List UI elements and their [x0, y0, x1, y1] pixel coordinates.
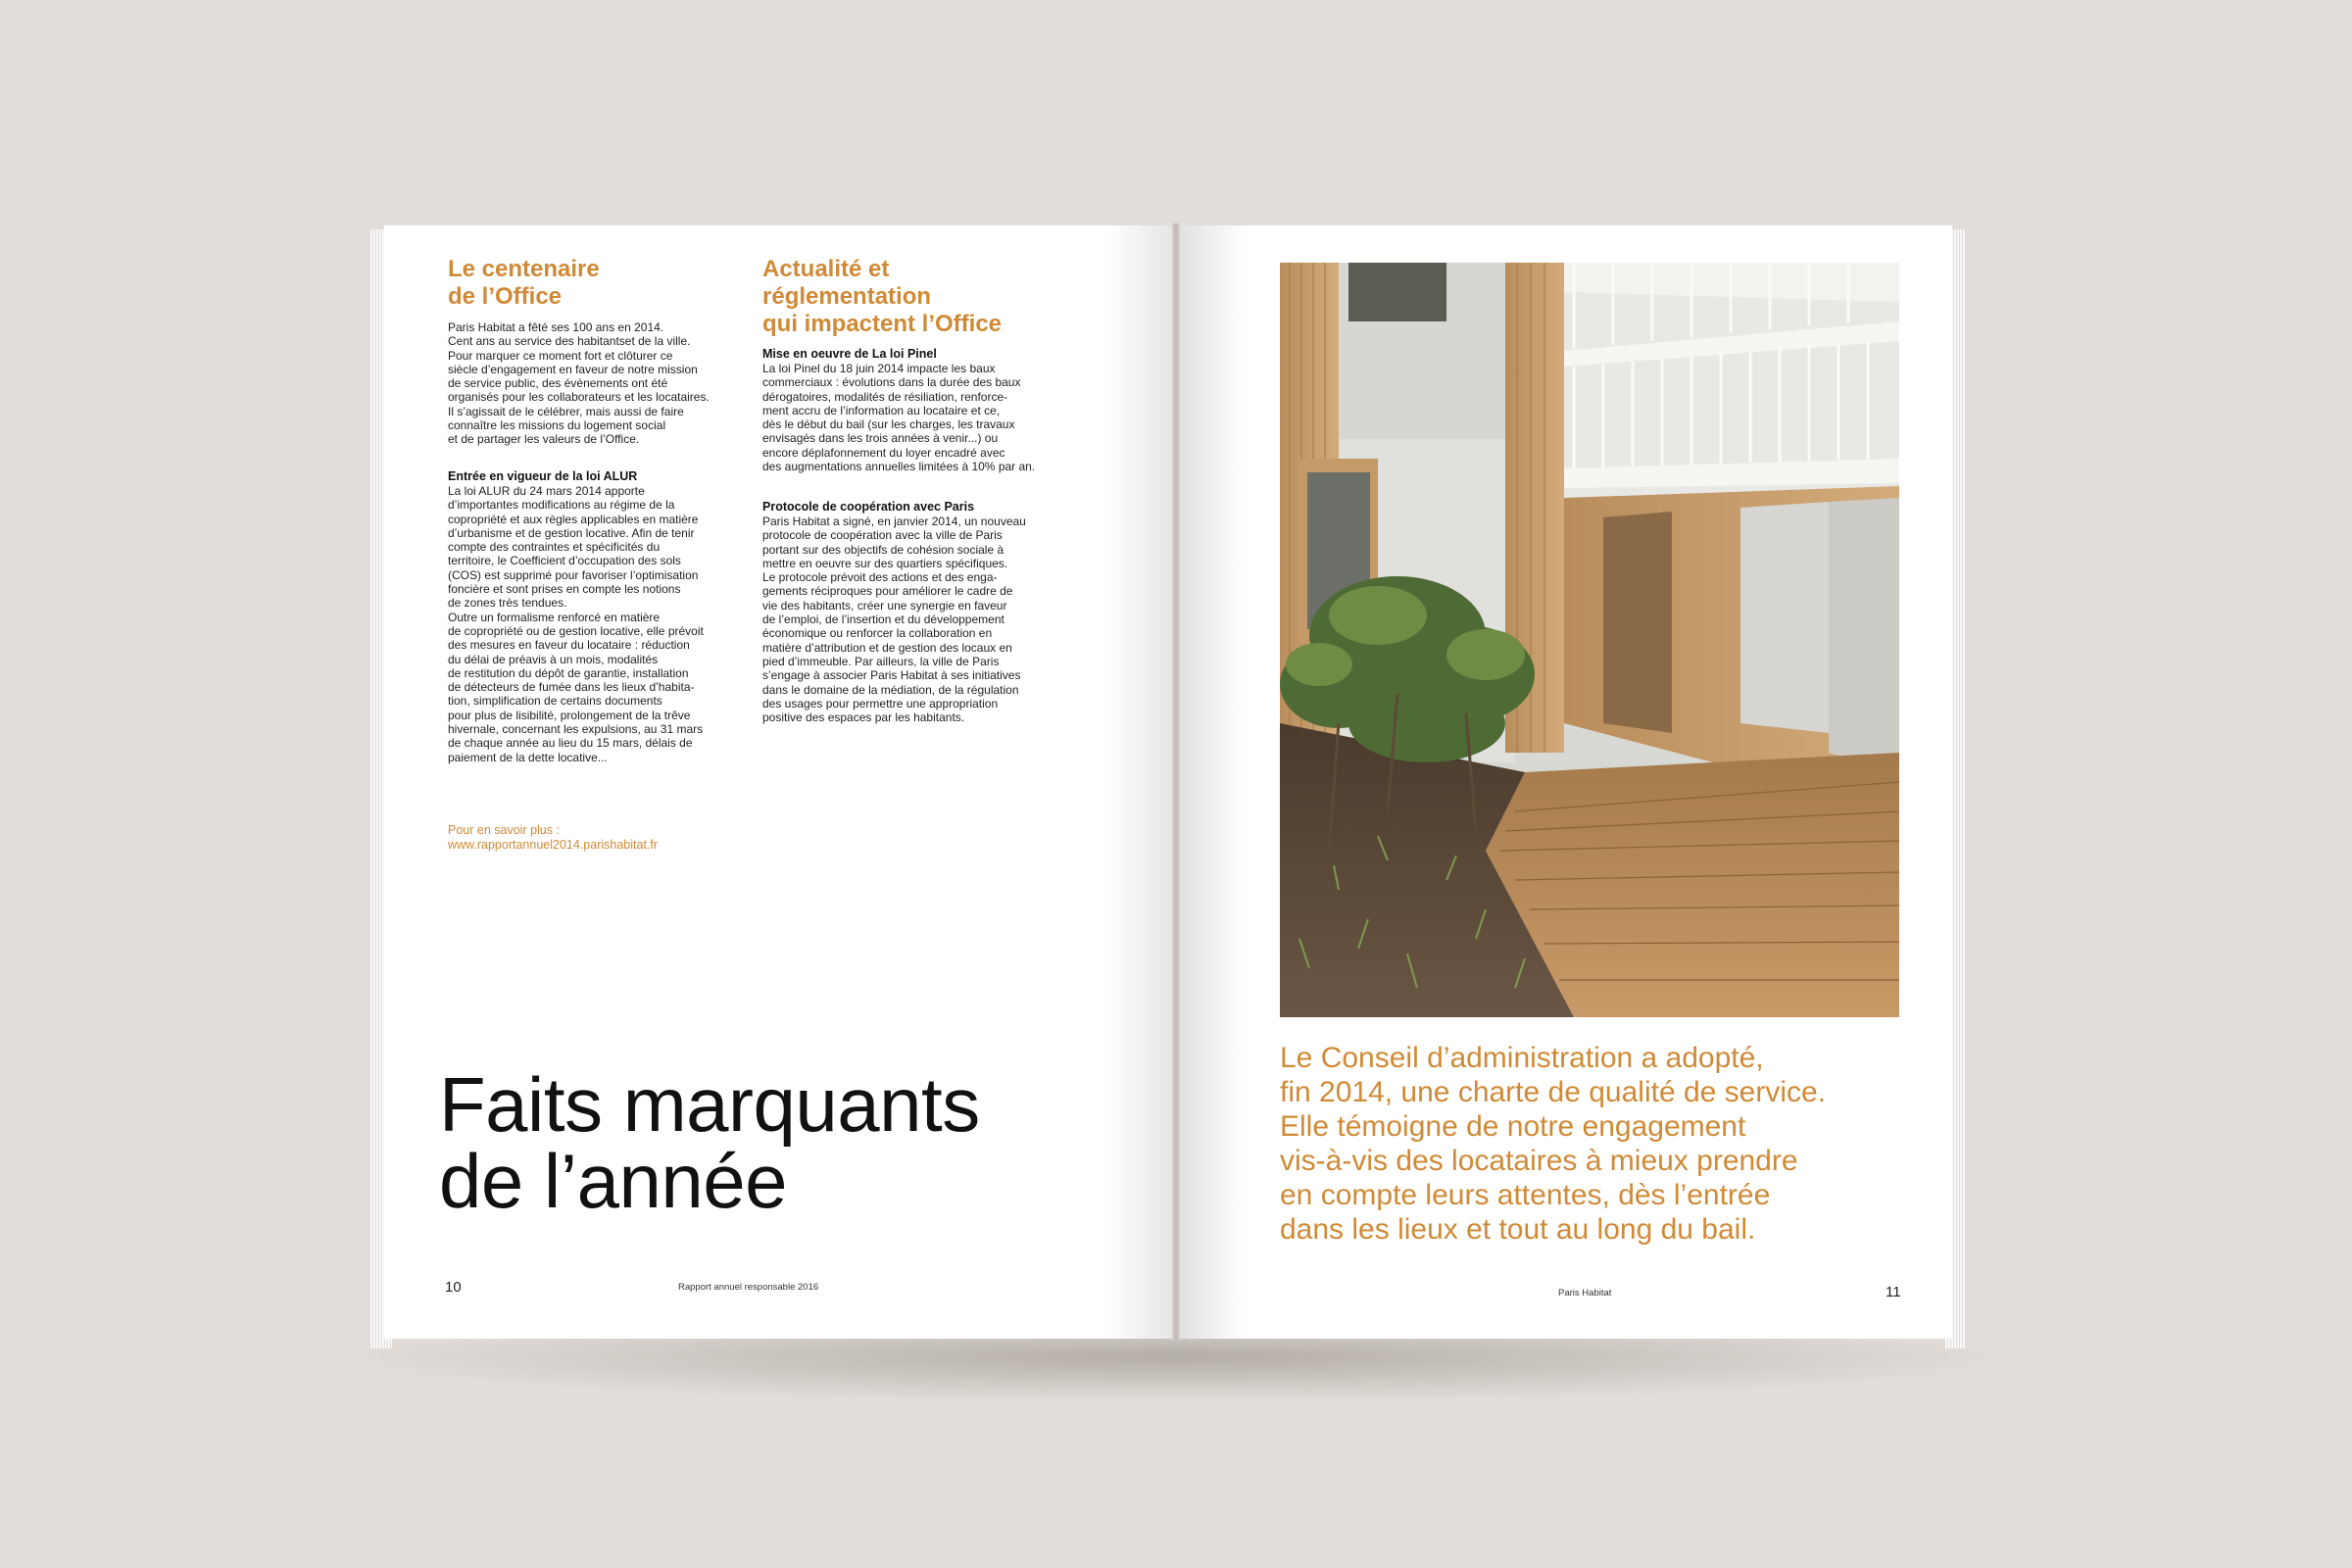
heading-actualite: Actualité et réglementation qui impactent l’Office [762, 256, 1003, 337]
body-alur: La loi ALUR du 24 mars 2014 apporte d’importantes modifications au régime de la copropriété et aux règles applicables en matière d’urbanisme et de gestion locative. Afin de tenir compte des contraintes et spécificités du territoire, le Coefficient d’occupation des sols (COS) est supprimé pour favoriser l’optimisation foncière et sont prises en compte les notions de zones très tendues. Outre un formalisme renforcé en matière de copropriété ou de gestion locative, elle prévoit des mesures en faveur du locataire : réduction du délai de préavis à un mois, modalités de restitution du dépôt de garantie, installation de détecteurs de fumée dans les lieux d’habita- tion, simplification de certains documents pour plus de lisibilité, prolongement de la trêve hivernale, concernant les expulsions, au 31 mars de chaque année au lieu du 15 mars, délais de paiement de la dette locative... [448, 484, 704, 764]
gutter-shadow-left [1105, 225, 1174, 1339]
pull-quote: Le Conseil d’administration a adopté, fin 2014, une charte de qualité de service. Elle témoigne de notre engagement vis-à-vis des locataires à mieux prendre en compte leurs attentes, dès l’entrée dans les lieux et tout au long du bail. [1280, 1042, 1827, 1246]
courtyard-photo [1280, 263, 1899, 1017]
courtyard-illustration [1280, 263, 1899, 1017]
page-number-right: 11 [1886, 1284, 1901, 1300]
running-footer-right: Paris Habitat [1558, 1288, 1612, 1298]
gutter-shadow-right [1178, 225, 1247, 1339]
book-spine [1172, 223, 1180, 1341]
subheading-alur: Entrée en vigueur de la loi ALUR [448, 469, 638, 483]
more-info-link[interactable]: Pour en savoir plus : www.rapportannuel2014.parishabitat.fr [448, 823, 659, 852]
page-number-left: 10 [445, 1279, 462, 1296]
running-footer-left: Rapport annuel responsable 2016 [678, 1282, 819, 1293]
body-pinel: La loi Pinel du 18 juin 2014 impacte les baux commerciaux : évolutions dans la durée des baux dérogatoires, modalités de résiliation, renforce- ment accru de l’information au locataire et ce, dès le début du bail (sur les charges, les travaux envisagés dans les trois années à venir...) ou encore déplafonnement du loyer encadré avec des augmentations annuelles limitées à 10% par an. [762, 362, 1036, 474]
subheading-pinel: Mise en oeuvre de La loi Pinel [762, 347, 937, 361]
heading-centenaire: Le centenaire de l’Office [448, 256, 600, 310]
page-title: Faits marquants de l’année [439, 1061, 980, 1224]
subheading-protocole: Protocole de coopération avec Paris [762, 500, 975, 514]
intro-centenaire: Paris Habitat a fêté ses 100 ans en 2014. Cent ans au service des habitantset de la ville. Pour marquer ce moment fort et clôturer ce siècle d’engagement en faveur de notre mission de service public, des évènements ont été organisés pour les collaborateurs et les locataires. Il s’agissait de le célébrer, mais aussi de faire connaître les missions du logement social et de partager les valeurs de l’Office. [448, 320, 710, 447]
body-protocole: Paris Habitat a signé, en janvier 2014, un nouveau protocole de coopération avec la ville de Paris portant sur des objectifs de cohésion sociale à mettre en oeuvre sur des quartiers spécifiques. Le protocole prévoit des actions et des enga- gements réciproques pour améliorer le cadre de vie des habitants, créer une synergie en faveur de l’emploi, de l’insertion et du développement économique ou renforcer la collaboration en matière d’attribution et de gestion des locaux en pied d’immeuble. Par ailleurs, la ville de Paris s’engage à associer Paris Habitat à ses initiatives dans le domaine de la médiation, de la régulation des usages pour permettre une appropriation positive des espaces par les habitants. [762, 514, 1026, 725]
